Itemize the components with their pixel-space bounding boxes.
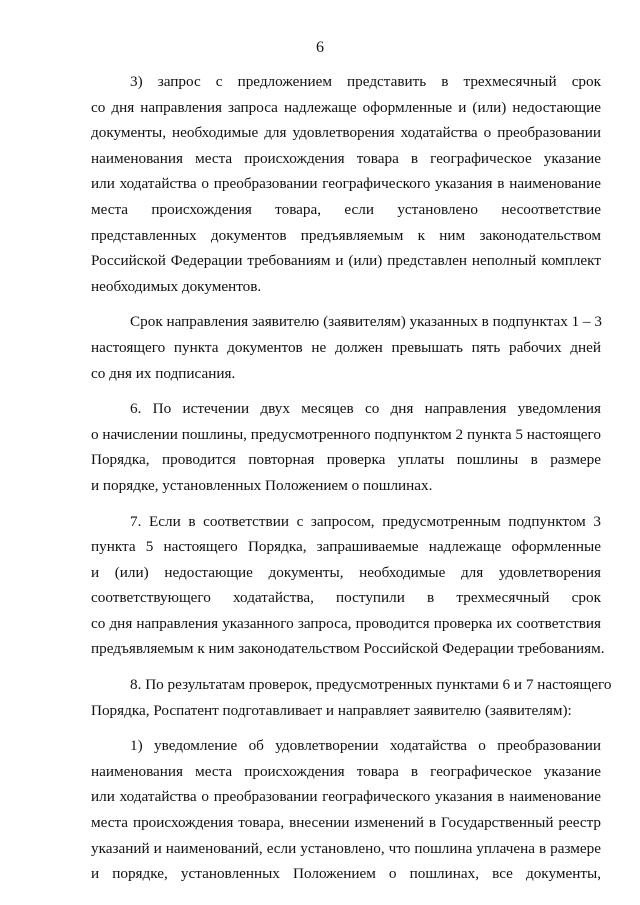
text-line: документы, необходимые для удовлетворения ходатайства о преобразовании (91, 124, 601, 142)
text-line: предъявляемым к ним законодательством Российской Федерации требованиям. (91, 640, 605, 658)
text-line: или ходатайства о преобразовании географического указания в наименование (91, 788, 601, 806)
text-line: указаний и наименований, если установлено, что пошлина уплачена в размере (91, 839, 601, 857)
text-line: и порядке, установленных Положением о пошлинах, все документы, (91, 865, 601, 883)
text-line: со дня их подписания. (91, 364, 236, 382)
text-line: места происхождения товара, внесении изменений в Государственный реестр (91, 814, 601, 832)
text-line: соответствующего ходатайства, поступили в трехмесячный срок (91, 589, 601, 607)
text-line: необходимых документов. (91, 277, 262, 295)
text-line: Российской Федерации требованиям и (или) представлен неполный комплект (91, 252, 601, 270)
text-line: со дня направления указанного запроса, проводится проверка их соответствия (91, 614, 601, 632)
text-line: Срок направления заявителю (заявителям) указанных в подпунктах 1 – 3 (130, 313, 602, 331)
paragraph-notification (91, 733, 601, 887)
text-line: 1) уведомление об удовлетворении ходатайства о преобразовании (130, 737, 601, 755)
paragraph-item-8 (91, 672, 612, 723)
page-number: 6 (316, 39, 324, 56)
text-line: или ходатайства о преобразовании географического указания в наименование (91, 175, 601, 193)
paragraph-deadline (91, 309, 601, 386)
text-line: и порядке, установленных Положением о пошлинах. (91, 476, 433, 494)
text-line: Порядка, Роспатент подготавливает и направляет заявителю (заявителям): (91, 701, 572, 719)
text-line: 8. По результатам проверок, предусмотренных пунктами 6 и 7 настоящего (130, 676, 612, 694)
text-line: наименования места происхождения товара в географическое указание (91, 149, 601, 167)
text-line: со дня направления запроса надлежаще оформленные и (или) недостающие (91, 98, 601, 116)
text-line: пункта 5 настоящего Порядка, запрашиваемые надлежаще оформленные (91, 538, 601, 556)
text-line: представленных документов предъявляемым к ним законодательством (91, 226, 601, 244)
paragraph-item-6 (91, 396, 601, 498)
document-body (91, 69, 612, 887)
text-line: 6. По истечении двух месяцев со дня направления уведомления (130, 400, 601, 418)
paragraph-item-7 (91, 509, 605, 663)
text-line: 7. Если в соответствии с запросом, предусмотренным подпунктом 3 (130, 512, 601, 530)
text-line: 3) запрос с предложением представить в трехмесячный срок (130, 73, 601, 90)
paragraph-request-documents (91, 69, 601, 299)
text-line: и (или) недостающие документы, необходимые для удовлетворения (91, 563, 601, 581)
text-line: настоящего пункта документов не должен превышать пять рабочих дней (91, 338, 601, 356)
text-line: наименования места происхождения товара в географическое указание (91, 762, 601, 780)
text-line: места происхождения товара, если установлено несоответствие (91, 200, 601, 218)
text-line: о начислении пошлины, предусмотренного подпунктом 2 пункта 5 настоящего (91, 425, 601, 443)
text-line: Порядка, проводится повторная проверка уплаты пошлины в размере (91, 451, 601, 469)
